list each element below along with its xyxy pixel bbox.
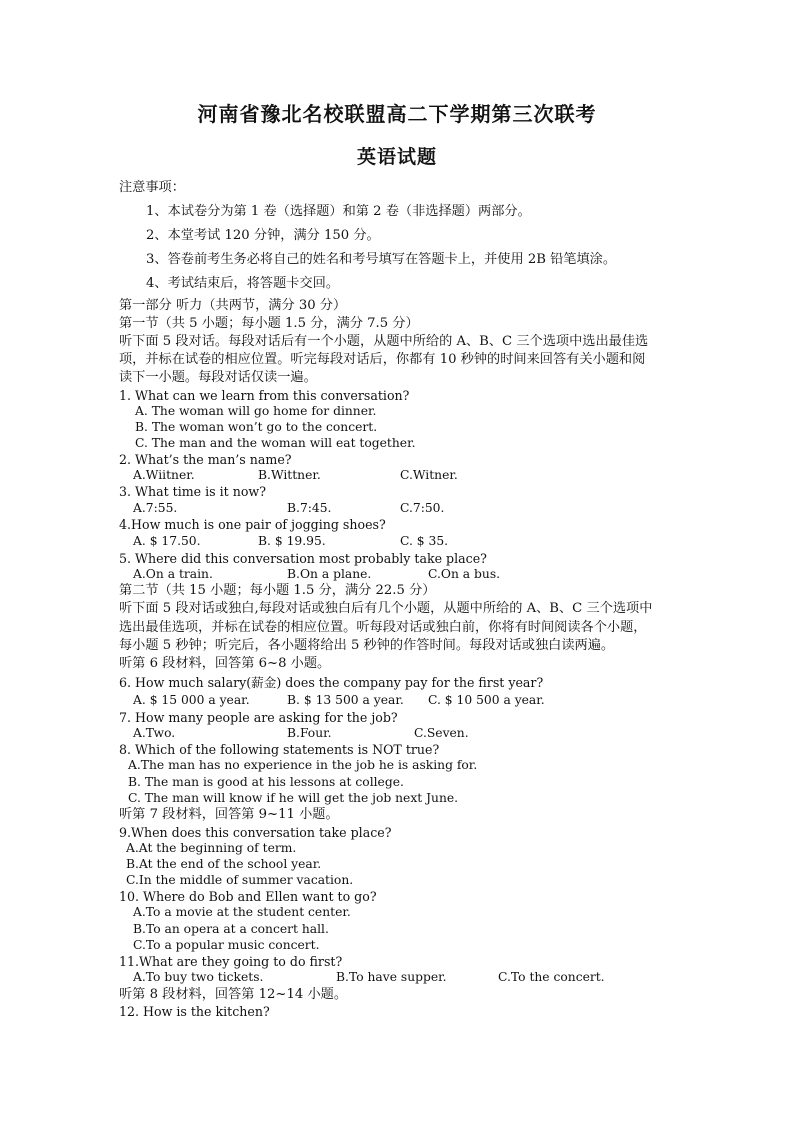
option-c: C.To the concert. — [498, 970, 605, 984]
section2-instruction: 每小题 5 秒钟；听完后，各小题将给出 5 秒钟的作答时间。每段对话或独白读两遍。 — [119, 638, 615, 653]
option-a: A. $ 17.50. — [133, 534, 201, 548]
question-stem: 1. What can we learn from this conversation? — [119, 388, 410, 403]
option-b: B.Wittner. — [258, 468, 321, 482]
option-b: B.Four. — [287, 726, 332, 740]
exam-title: 河南省豫北名校联盟高二下学期第三次联考 — [197, 102, 597, 126]
exam-subtitle: 英语试题 — [356, 146, 437, 168]
option-c: C. $ 35. — [400, 534, 449, 548]
question-stem: 6. How much salary(薪金) does the company pay for the first year? — [119, 675, 544, 690]
option-c: C. The man and the woman will eat together. — [135, 436, 416, 450]
option-c: C.On a bus. — [428, 567, 501, 581]
question-stem: 5. Where did this conversation most probably take place? — [119, 551, 487, 566]
section1-instruction: 项，并标在试卷的相应位置。听完每段对话后，你都有 10 秒钟的时间来回答有关小题和阅 — [119, 352, 646, 367]
note-item: 1、本试卷分为第 1 卷（选择题）和第 2 卷（非选择题）两部分。 — [146, 204, 531, 219]
question-stem: 3. What time is it now? — [119, 484, 266, 499]
note-item: 3、答卷前考生务必将自己的姓名和考号填写在答题卡上，并使用 2B 铅笔填涂。 — [146, 252, 617, 267]
option-b: B. $ 13 500 a year. — [287, 693, 404, 707]
question-stem: 8. Which of the following statements is NOT true? — [119, 742, 440, 757]
question-stem: 12. How is the kitchen? — [119, 1004, 270, 1019]
option-a: A.To a movie at the student center. — [133, 905, 351, 919]
option-b: B.To an opera at a concert hall. — [133, 922, 329, 936]
section1-heading: 第一节（共 5 小题；每小题 1.5 分，满分 7.5 分） — [119, 316, 419, 331]
section1-instruction: 听下面 5 段对话。每段对话后有一个小题，从题中所给的 A、B、C 三个选项中选出最佳选 — [119, 334, 649, 349]
option-c: C.7:50. — [400, 501, 445, 515]
option-a: A.7:55. — [133, 501, 178, 515]
option-a: A.At the beginning of term. — [126, 841, 297, 855]
part1-heading: 第一部分 听力（共两节，满分 30 分） — [119, 298, 347, 313]
section2-heading: 第二节（共 15 小题；每小题 1.5 分，满分 22.5 分） — [119, 583, 436, 598]
question-stem: 9.When does this conversation take place? — [119, 825, 392, 840]
option-c: C.In the middle of summer vacation. — [126, 873, 354, 887]
option-b: B. $ 19.95. — [258, 534, 326, 548]
question-stem: 10. Where do Bob and Ellen want to go? — [119, 889, 377, 904]
option-a: A.The man has no experience in the job he is asking for. — [128, 758, 478, 772]
question-stem: 7. How many people are asking for the job? — [119, 710, 398, 725]
option-b: B.At the end of the school year. — [126, 857, 322, 871]
material-instruction: 听第 7 段材料，回答第 9~11 小题。 — [119, 807, 339, 822]
option-c: C.Witner. — [400, 468, 458, 482]
material-instruction: 听第 8 段材料，回答第 12~14 小题。 — [119, 987, 348, 1002]
option-c: C. $ 10 500 a year. — [428, 693, 545, 707]
option-a: A. $ 15 000 a year. — [133, 693, 250, 707]
option-c: C.Seven. — [414, 726, 469, 740]
option-b: B.On a plane. — [287, 567, 372, 581]
option-a: A.Two. — [133, 726, 176, 740]
option-b: B.7:45. — [287, 501, 332, 515]
option-b: B. The woman won’t go to the concert. — [135, 420, 378, 434]
option-c: C.To a popular music concert. — [133, 938, 320, 952]
option-b: B. The man is good at his lessons at college. — [128, 775, 404, 789]
notes-heading: 注意事项： — [119, 180, 185, 195]
option-a: A.To buy two tickets. — [133, 970, 264, 984]
note-item: 2、本堂考试 120 分钟，满分 150 分。 — [146, 228, 380, 243]
question-stem: 11.What are they going to do first? — [119, 954, 343, 969]
section1-instruction: 读下一小题。每段对话仅读一遍。 — [119, 370, 317, 385]
material-instruction: 听第 6 段材料，回答第 6~8 小题。 — [119, 656, 331, 671]
option-a: A.Wiitner. — [133, 468, 195, 482]
question-stem: 2. What’s the man’s name? — [119, 452, 292, 467]
option-a: A. The woman will go home for dinner. — [135, 404, 377, 418]
option-c: C. The man will know if he will get the job next June. — [128, 791, 459, 805]
section2-instruction: 选出最佳选项，并标在试卷的相应位置。听每段对话或独白前，你将有时间阅读各个小题， — [119, 620, 647, 635]
note-item: 4、考试结束后，将答题卡交回。 — [146, 276, 340, 291]
question-stem: 4.How much is one pair of jogging shoes? — [119, 517, 386, 532]
option-a: A.On a train. — [133, 567, 213, 581]
option-b: B.To have supper. — [336, 970, 447, 984]
section2-instruction: 听下面 5 段对话或独白,每段对话或独白后有几个小题，从题中所给的 A、B、C 三个选项中 — [119, 601, 653, 616]
